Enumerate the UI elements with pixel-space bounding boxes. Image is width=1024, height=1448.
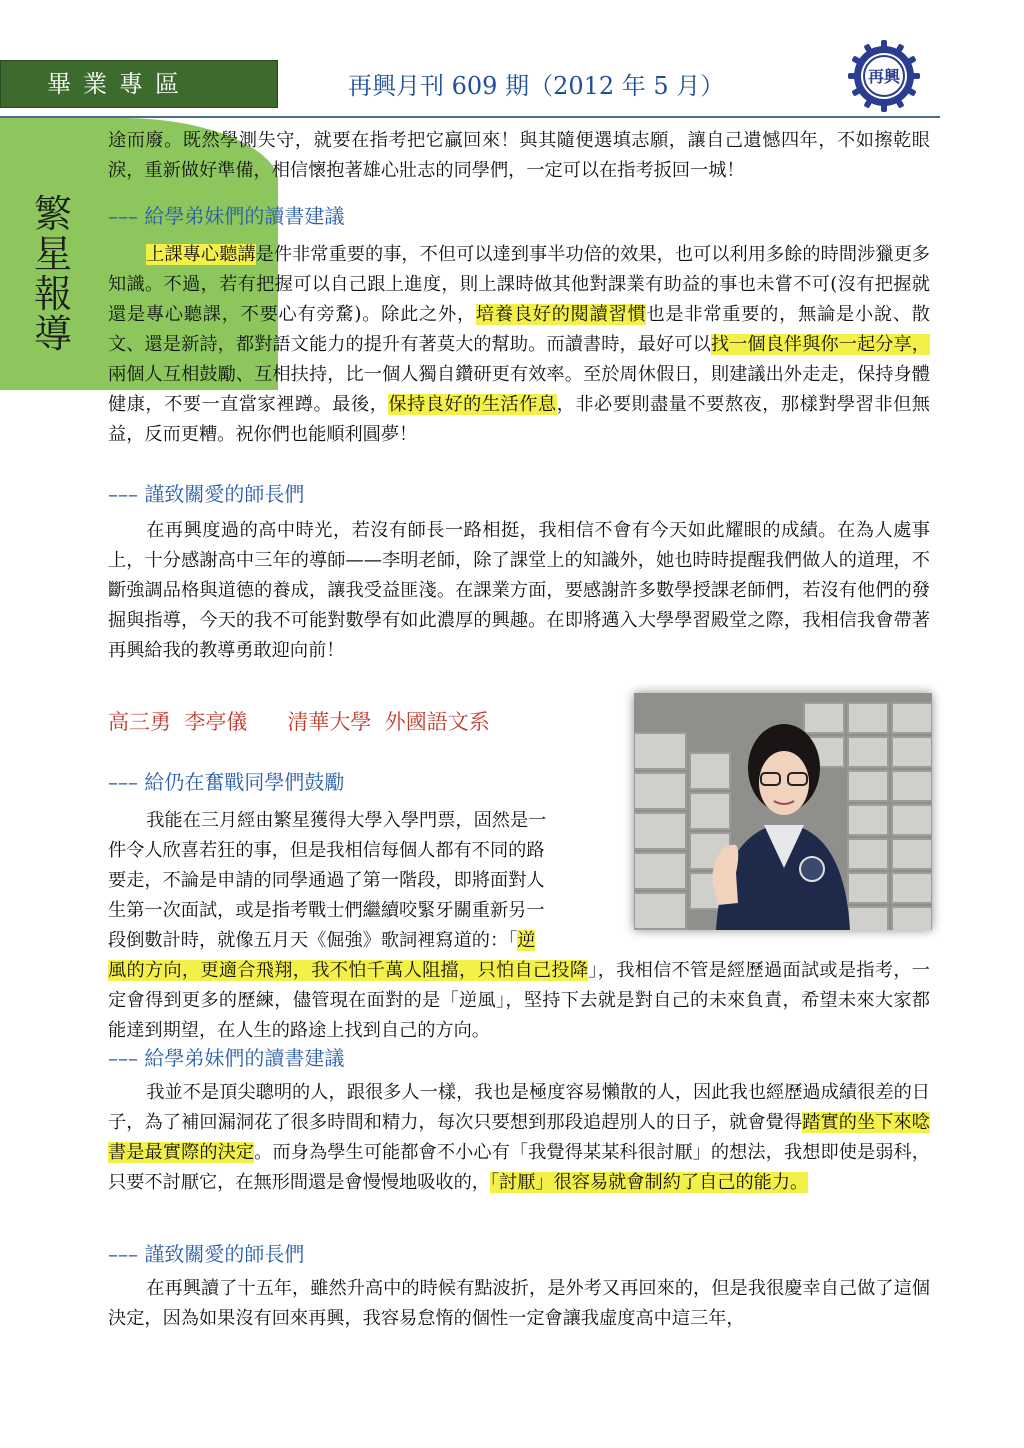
advice-paragraph-1: [108, 240, 930, 450]
student-photo-image: [634, 693, 932, 930]
intro-paragraph: 途而廢。既然學測失守，就要在指考把它贏回來！與其隨便選填志願，讓自己遺憾四年，不如擦乾眼淚，重新做好準備，相信懷抱著雄心壯志的同學們，一定可以在指考扳回一城！: [108, 130, 930, 181]
body-text: 是件非常重要的事，不但可以達到事半功倍的效果，也可以利用多餘的時間涉獵更多知識。不過，若有把握可以自己跟上進度，則上課時做其他對課業有助益的事也未嘗不可(沒有把握就還是專心聽課，不要心有旁騖)。除此之外，: [108, 244, 930, 325]
body-text: 」，我相信不管是經歷過面試或是指考，一定會得到更多的歷練，儘管現在面對的是「逆風」，堅持下去就是對自己的未來負責，希望未來大家都能達到期望，在人生的路途上找到自己的方向。: [108, 960, 930, 1041]
student-class-name: 高三勇 李亭儀: [108, 710, 248, 734]
advice-heading-1: ––– 給學弟妹們的讀書建議: [108, 204, 345, 228]
advice-paragraph-2: [108, 1078, 930, 1198]
encourage-paragraph: [108, 956, 930, 1046]
thanks-heading-2: ––– 謹致關愛的師長們: [108, 1242, 305, 1266]
body-text: ，非必要則盡量不要熬夜，那樣對學習非但無益，反而更糟。祝你們也能順利圓夢！: [108, 394, 930, 445]
highlight-text: 風的方向，更適合飛翔，我不怕千萬人阻擋，只怕自己投降: [108, 960, 589, 981]
student-photo: [634, 693, 932, 930]
highlight-text: 「討厭」很容易就會制約了自己的能力。: [489, 1172, 809, 1193]
encourage-wrapped-lines: [108, 806, 608, 956]
encourage-heading: ––– 給仍在奮戰同學們鼓勵: [108, 770, 345, 794]
body-text: 兩個人互相鼓勵、互相扶持，比一個人獨自鑽研更有效率。至於周休假日，則建議出外走走，保持身體健康，不要一直當家裡蹲。最後，: [108, 364, 930, 415]
body-text: 我並不是頂尖聰明的人，跟很多人一樣，我也是極度容易懶散的人，因此我也經歷過成績很差的日子，為了補回漏洞花了很多時間和精力，每次只要想到那段追趕別人的日子，就會覺得: [108, 1082, 930, 1133]
student-info: [108, 706, 490, 736]
thanks-paragraph-2: 在再興讀了十五年，雖然升高中的時候有點波折，是外考又再回來的，但是我很慶幸自己做了這個決定，因為如果沒有回來再興，我容易怠惰的個性一定會讓我虛度高中這三年，: [108, 1278, 930, 1329]
body-text: 也是非常重要的，無論是小說、散文、還是新詩，都對語文能力的提升有著莫大的幫助。而讀書時，最好可以: [108, 304, 930, 355]
thanks-heading-1: ––– 謹致關愛的師長們: [108, 482, 305, 506]
body-line: 我能在三月經由繁星獲得大學入學門票，固然是一: [146, 810, 547, 831]
highlight-text: 踏實的坐下來唸書是最實際的決定: [108, 1112, 930, 1163]
body-line: 要走，不論是申請的同學通過了第一階段，即將面對人: [108, 870, 545, 891]
thanks-paragraph-1: 在再興度過的高中時光，若沒有師長一路相挺，我相信不會有今天如此耀眼的成績。在為人處事上，十分感謝高中三年的導師——李明老師，除了課堂上的知識外，她也時時提醒我們做人的道理，不斷強調品格與道德的養成，讓我受益匪淺。在課業方面，要感謝許多數學授課老師們，若沒有他們的發掘與指導，今天的我不可能對數學有如此濃厚的興趣。在即將邁入大學學習殿堂之際，我相信我會帶著再興給我的教導勇敢迎向前！: [108, 520, 930, 661]
body-line: 件令人欣喜若狂的事，但是我相信每個人都有不同的路: [108, 840, 545, 861]
highlight-text: 找一個良伴與你一起分享，: [710, 334, 930, 355]
side-label: 繁星報導: [33, 192, 72, 356]
body-line: 生第一次面試，或是指考戰士們繼續咬緊牙關重新另一: [108, 900, 545, 921]
issue-title: 再興月刊 609 期（2012 年 5 月）: [348, 72, 725, 100]
body-text: 。而身為學生可能都會不小心有「我覺得某某科很討厭」的想法，我想即使是弱科，只要不討厭它，在無形間還是會慢慢地吸收的，: [108, 1142, 930, 1193]
highlight-text: 保持良好的生活作息: [388, 394, 557, 415]
highlight-text: 培養良好的閱讀習慣: [475, 304, 647, 325]
body-text: 段倒數計時，就像五月天《倔強》歌詞裡寫道的：「: [108, 930, 518, 951]
student-university: 清華大學 外國語文系: [287, 710, 490, 734]
section-tab: 畢業專區: [0, 60, 278, 108]
logo-text: 再興: [867, 67, 901, 86]
school-logo-icon: [848, 40, 920, 112]
highlight-text: 上課專心聽講: [146, 244, 256, 265]
highlight-text: 逆: [517, 930, 536, 951]
advice-heading-2: ––– 給學弟妹們的讀書建議: [108, 1046, 345, 1070]
body-line: [108, 926, 608, 956]
